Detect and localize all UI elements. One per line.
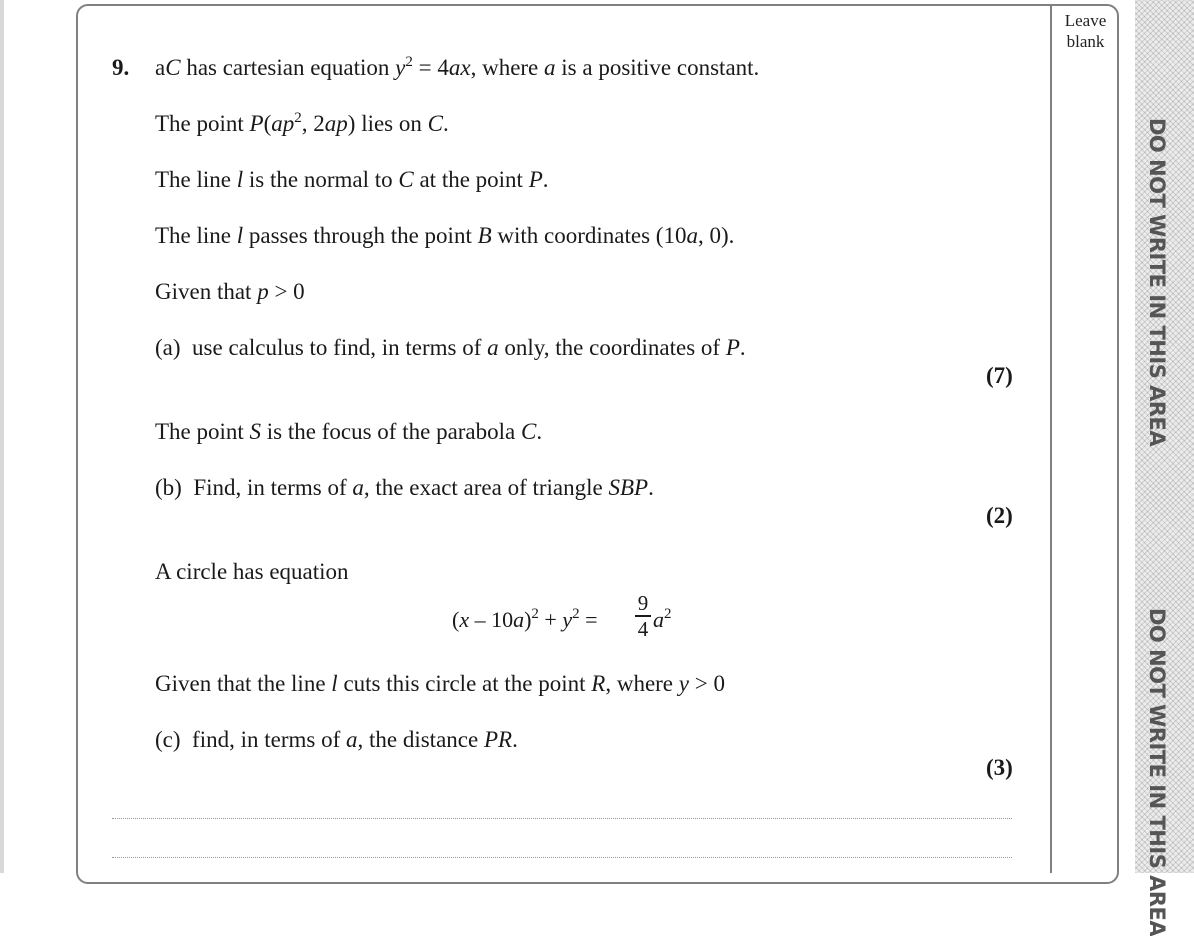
part-a-text: (a) use calculus to find, in terms of a only, the coordinates of P.: [155, 335, 746, 360]
intro-line-1: aC has cartesian equation $y^2 = 4ax$, where a is a positive constant.: [155, 54, 760, 80]
part-b-marks: (2): [986, 503, 1013, 528]
circle-equation-lhs: $(x - 10a)^2 + y^2$ =: [452, 606, 598, 632]
intro-line-3: The line l is the normal to C at the point P.: [155, 167, 549, 192]
page-left-edge: [0, 0, 4, 873]
fraction-numerator: 9: [637, 591, 649, 615]
margin-divider: [1050, 4, 1052, 873]
do-not-write-notice: DO NOT WRITE IN THIS AREA: [1145, 608, 1169, 936]
focus-line: The point S is the focus of the parabola C.: [155, 419, 543, 444]
given-c-line: Given that the line l cuts this circle at the point R, where y > 0: [155, 671, 725, 696]
do-not-write-notice: DO NOT WRITE IN THIS AREA: [1145, 118, 1169, 447]
fraction-denominator: 4: [637, 616, 649, 641]
intro-line-5: Given that p > 0: [155, 279, 305, 304]
intro-line-4: The line l passes through the point B with coordinates (10a, 0).: [155, 223, 735, 248]
intro-line-2: The point $P(ap^2$, 2ap) lies on C.: [155, 110, 449, 136]
part-b-text: (b) Find, in terms of a, the exact area of triangle SBP.: [155, 475, 654, 500]
exam-page-frame: [76, 4, 1119, 884]
leave-blank-label: Leave blank: [1064, 11, 1107, 51]
circle-equation-rhs: $a^2$: [653, 606, 672, 632]
circle-intro: A circle has equation: [155, 559, 349, 584]
part-a-marks: (7): [986, 363, 1013, 388]
answer-line[interactable]: [112, 818, 1012, 819]
question-number: 9.: [112, 55, 130, 80]
part-c-marks: (3): [986, 755, 1013, 780]
part-c-text: (c) find, in terms of a, the distance PR.: [155, 727, 518, 752]
circle-equation-fraction: [635, 592, 651, 640]
answer-line[interactable]: [112, 857, 1012, 858]
